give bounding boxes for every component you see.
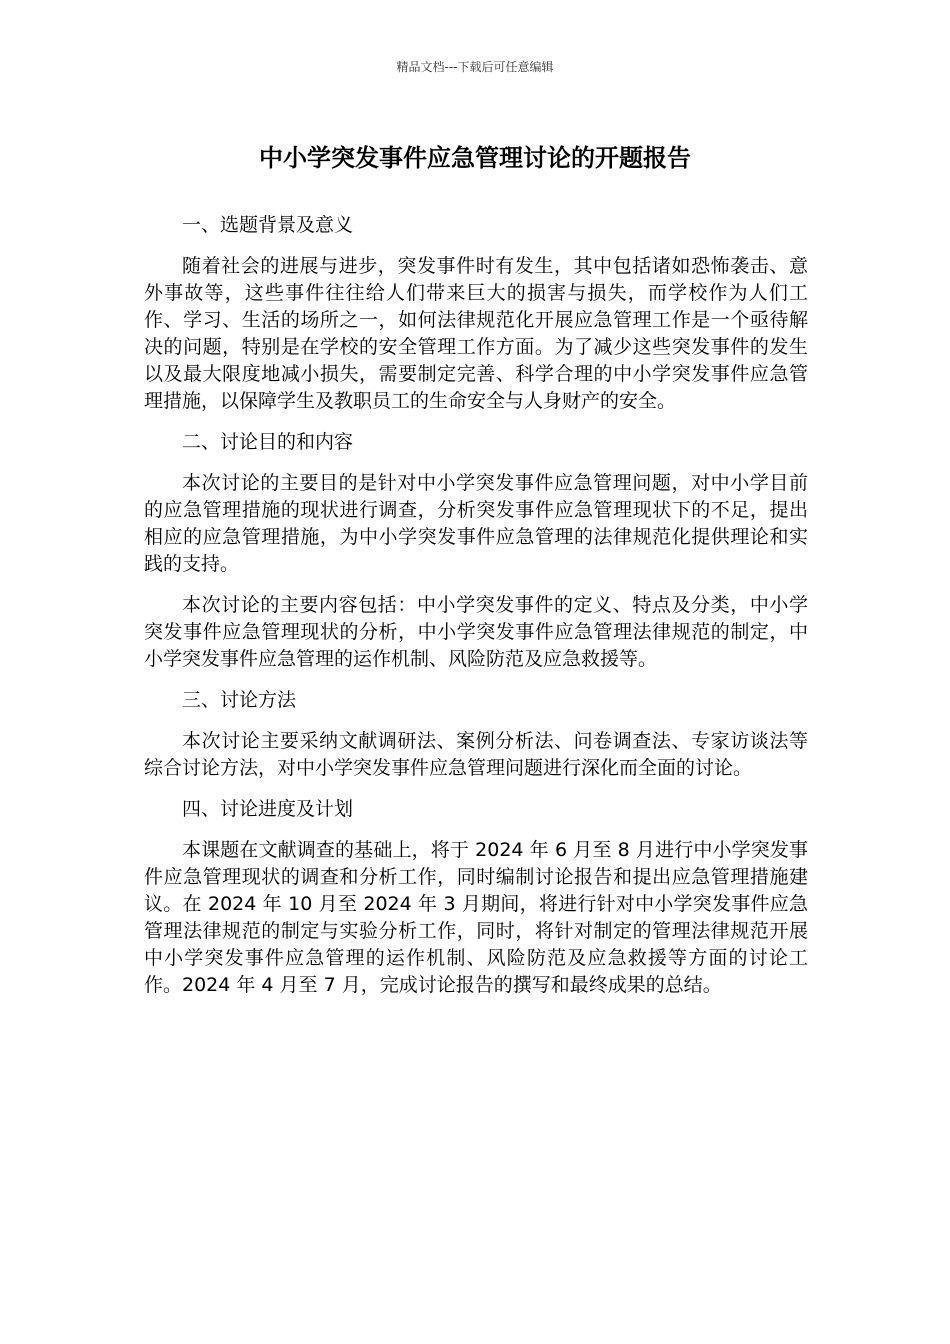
paragraph-schedule: 本课题在文献调查的基础上，将于 2024 年 6 月至 8 月进行中小学突发事件应急管理现状的调查和分析工作，同时编制讨论报告和提出应急管理措施建议。在 2024 年 10 月至 2024 年 3 月期间，将进行针对中小学突发事件应急管理法律规范的制定与实验分析工作，同时，将针对制定的管理法律规范开展中小学突发事件应急管理的运作机制、风险防范及应急救援等方面的讨论工作。2024 年 4 月至 7 月，完成讨论报告的撰写和最终成果的总结。 bbox=[144, 839, 808, 996]
paragraph-methods: 本次讨论主要采纳文献调研法、案例分析法、问卷调查法、专家访谈法等综合讨论方法，对中小学突发事件应急管理问题进行深化而全面的讨论。 bbox=[144, 730, 808, 779]
paragraph-background: 随着社会的进展与进步，突发事件时有发生，其中包括诸如恐怖袭击、意外事故等，这些事件往往给人们带来巨大的损害与损失，而学校作为人们工作、学习、生活的场所之一，如何法律规范化开展应急管理工作是一个亟待解决的问题，特别是在学校的安全管理工作方面。为了减少这些突发事件的发生以及最大限度地减小损失，需要制定完善、科学合理的中小学突发事件应急管理措施，以保障学生及教职员工的生命安全与人身财产的安全。 bbox=[144, 255, 808, 412]
header-note: 精品文档---下载后可任意编辑 bbox=[396, 60, 554, 74]
paragraph-purpose: 本次讨论的主要目的是针对中小学突发事件应急管理问题，对中小学目前的应急管理措施的现状进行调查，分析突发事件应急管理现状下的不足，提出相应的应急管理措施，为中小学突发事件应急管理的法律规范化提供理论和实践的支持。 bbox=[144, 472, 808, 575]
document-body bbox=[144, 212, 808, 1013]
section-heading-background: 一、选题背景及意义 bbox=[182, 214, 354, 236]
paragraph-content: 本次讨论的主要内容包括：中小学突发事件的定义、特点及分类，中小学突发事件应急管理现状的分析，中小学突发事件应急管理法律规范的制定，中小学突发事件应急管理的运作机制、风险防范及应急救援等。 bbox=[144, 594, 808, 670]
section-heading-schedule: 四、讨论进度及计划 bbox=[182, 798, 354, 820]
document-title: 中小学突发事件应急管理讨论的开题报告 bbox=[259, 144, 691, 172]
section-heading-methods: 三、讨论方法 bbox=[182, 689, 297, 711]
section-heading-purpose: 二、讨论目的和内容 bbox=[182, 431, 354, 453]
